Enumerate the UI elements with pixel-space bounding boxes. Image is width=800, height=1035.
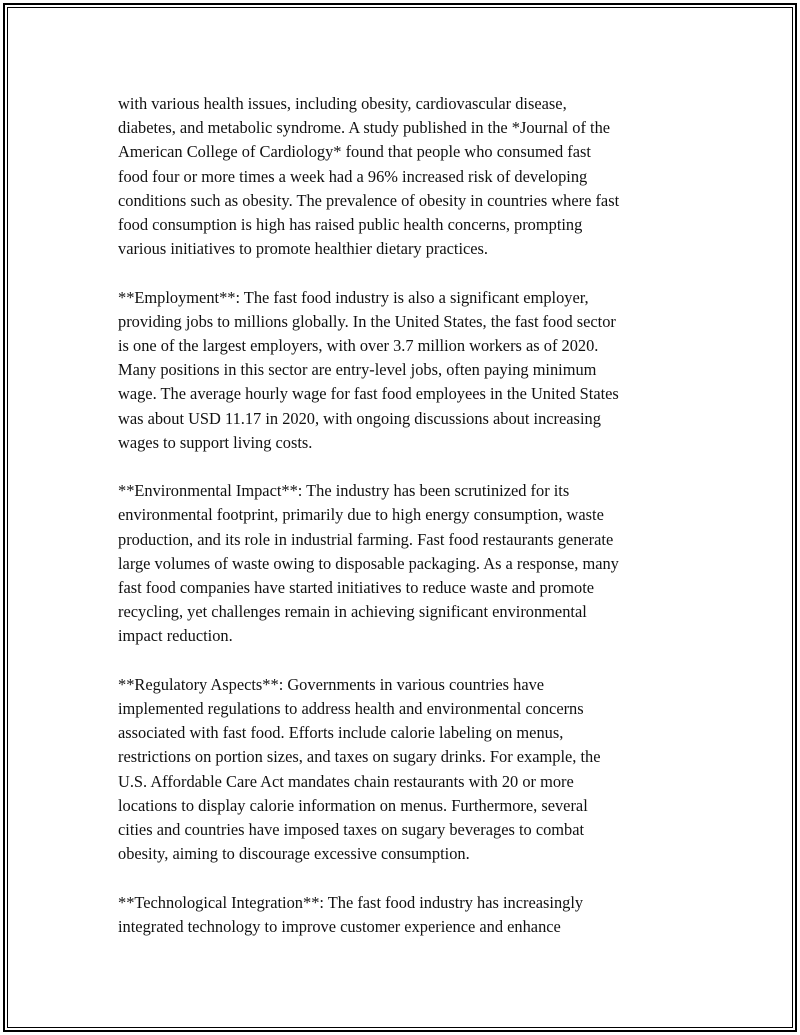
text-line: was about USD 11.17 in 2020, with ongoing discussions about increasing xyxy=(118,408,601,428)
text-line: **Technological Integration**: The fast food industry has increasingly xyxy=(118,892,584,912)
text-line: fast food companies have started initiatives to reduce waste and promote xyxy=(118,578,595,598)
text-line: impact reduction. xyxy=(118,626,233,646)
text-line: **Regulatory Aspects**: Governments in various countries have xyxy=(118,674,545,694)
text-line: associated with fast food. Efforts include calorie labeling on menus, xyxy=(118,723,564,743)
text-line: American College of Cardiology* found that people who consumed fast xyxy=(118,142,591,162)
text-line: obesity, aiming to discourage excessive consumption. xyxy=(118,844,470,864)
text-line: wage. The average hourly wage for fast food employees in the United States xyxy=(118,384,619,404)
text-line: U.S. Affordable Care Act mandates chain restaurants with 20 or more xyxy=(118,771,574,791)
text-line: integrated technology to improve customer experience and enhance xyxy=(118,916,561,936)
text-line: conditions such as obesity. The prevalence of obesity in countries where fast xyxy=(118,190,620,210)
text-line: Many positions in this sector are entry-level jobs, often paying minimum xyxy=(118,360,597,380)
text-line: diabetes, and metabolic syndrome. A study published in the *Journal of the xyxy=(118,118,611,138)
paragraph-employment xyxy=(118,286,688,455)
paragraph-regulatory-aspects xyxy=(118,673,688,867)
text-line: recycling, yet challenges remain in achieving significant environmental xyxy=(118,602,587,622)
text-line: large volumes of waste owing to disposable packaging. As a response, many xyxy=(118,553,619,573)
text-line: environmental footprint, primarily due to high energy consumption, waste xyxy=(118,505,604,525)
text-line: food four or more times a week had a 96% increased risk of developing xyxy=(118,166,588,186)
paragraph-health-effects xyxy=(118,92,688,261)
text-line: with various health issues, including obesity, cardiovascular disease, xyxy=(118,94,567,113)
document-body xyxy=(118,92,688,963)
text-line: is one of the largest employers, with over 3.7 million workers as of 2020. xyxy=(118,336,599,356)
text-line: providing jobs to millions globally. In the United States, the fast food sector xyxy=(118,311,616,331)
paragraph-technological-integration xyxy=(118,891,688,939)
text-line: cities and countries have imposed taxes on sugary beverages to combat xyxy=(118,820,585,840)
text-line: various initiatives to promote healthier dietary practices. xyxy=(118,239,489,259)
text-line: production, and its role in industrial farming. Fast food restaurants generate xyxy=(118,529,614,549)
text-line: locations to display calorie information on menus. Furthermore, several xyxy=(118,795,588,815)
text-line: implemented regulations to address health and environmental concerns xyxy=(118,699,584,719)
text-line: **Employment**: The fast food industry is also a significant employer, xyxy=(118,287,589,307)
text-line: wages to support living costs. xyxy=(118,432,313,452)
text-line: **Environmental Impact**: The industry has been scrutinized for its xyxy=(118,481,570,501)
paragraph-environmental-impact xyxy=(118,479,688,648)
text-line: food consumption is high has raised public health concerns, prompting xyxy=(118,215,583,235)
text-line: restrictions on portion sizes, and taxes on sugary drinks. For example, the xyxy=(118,747,601,767)
